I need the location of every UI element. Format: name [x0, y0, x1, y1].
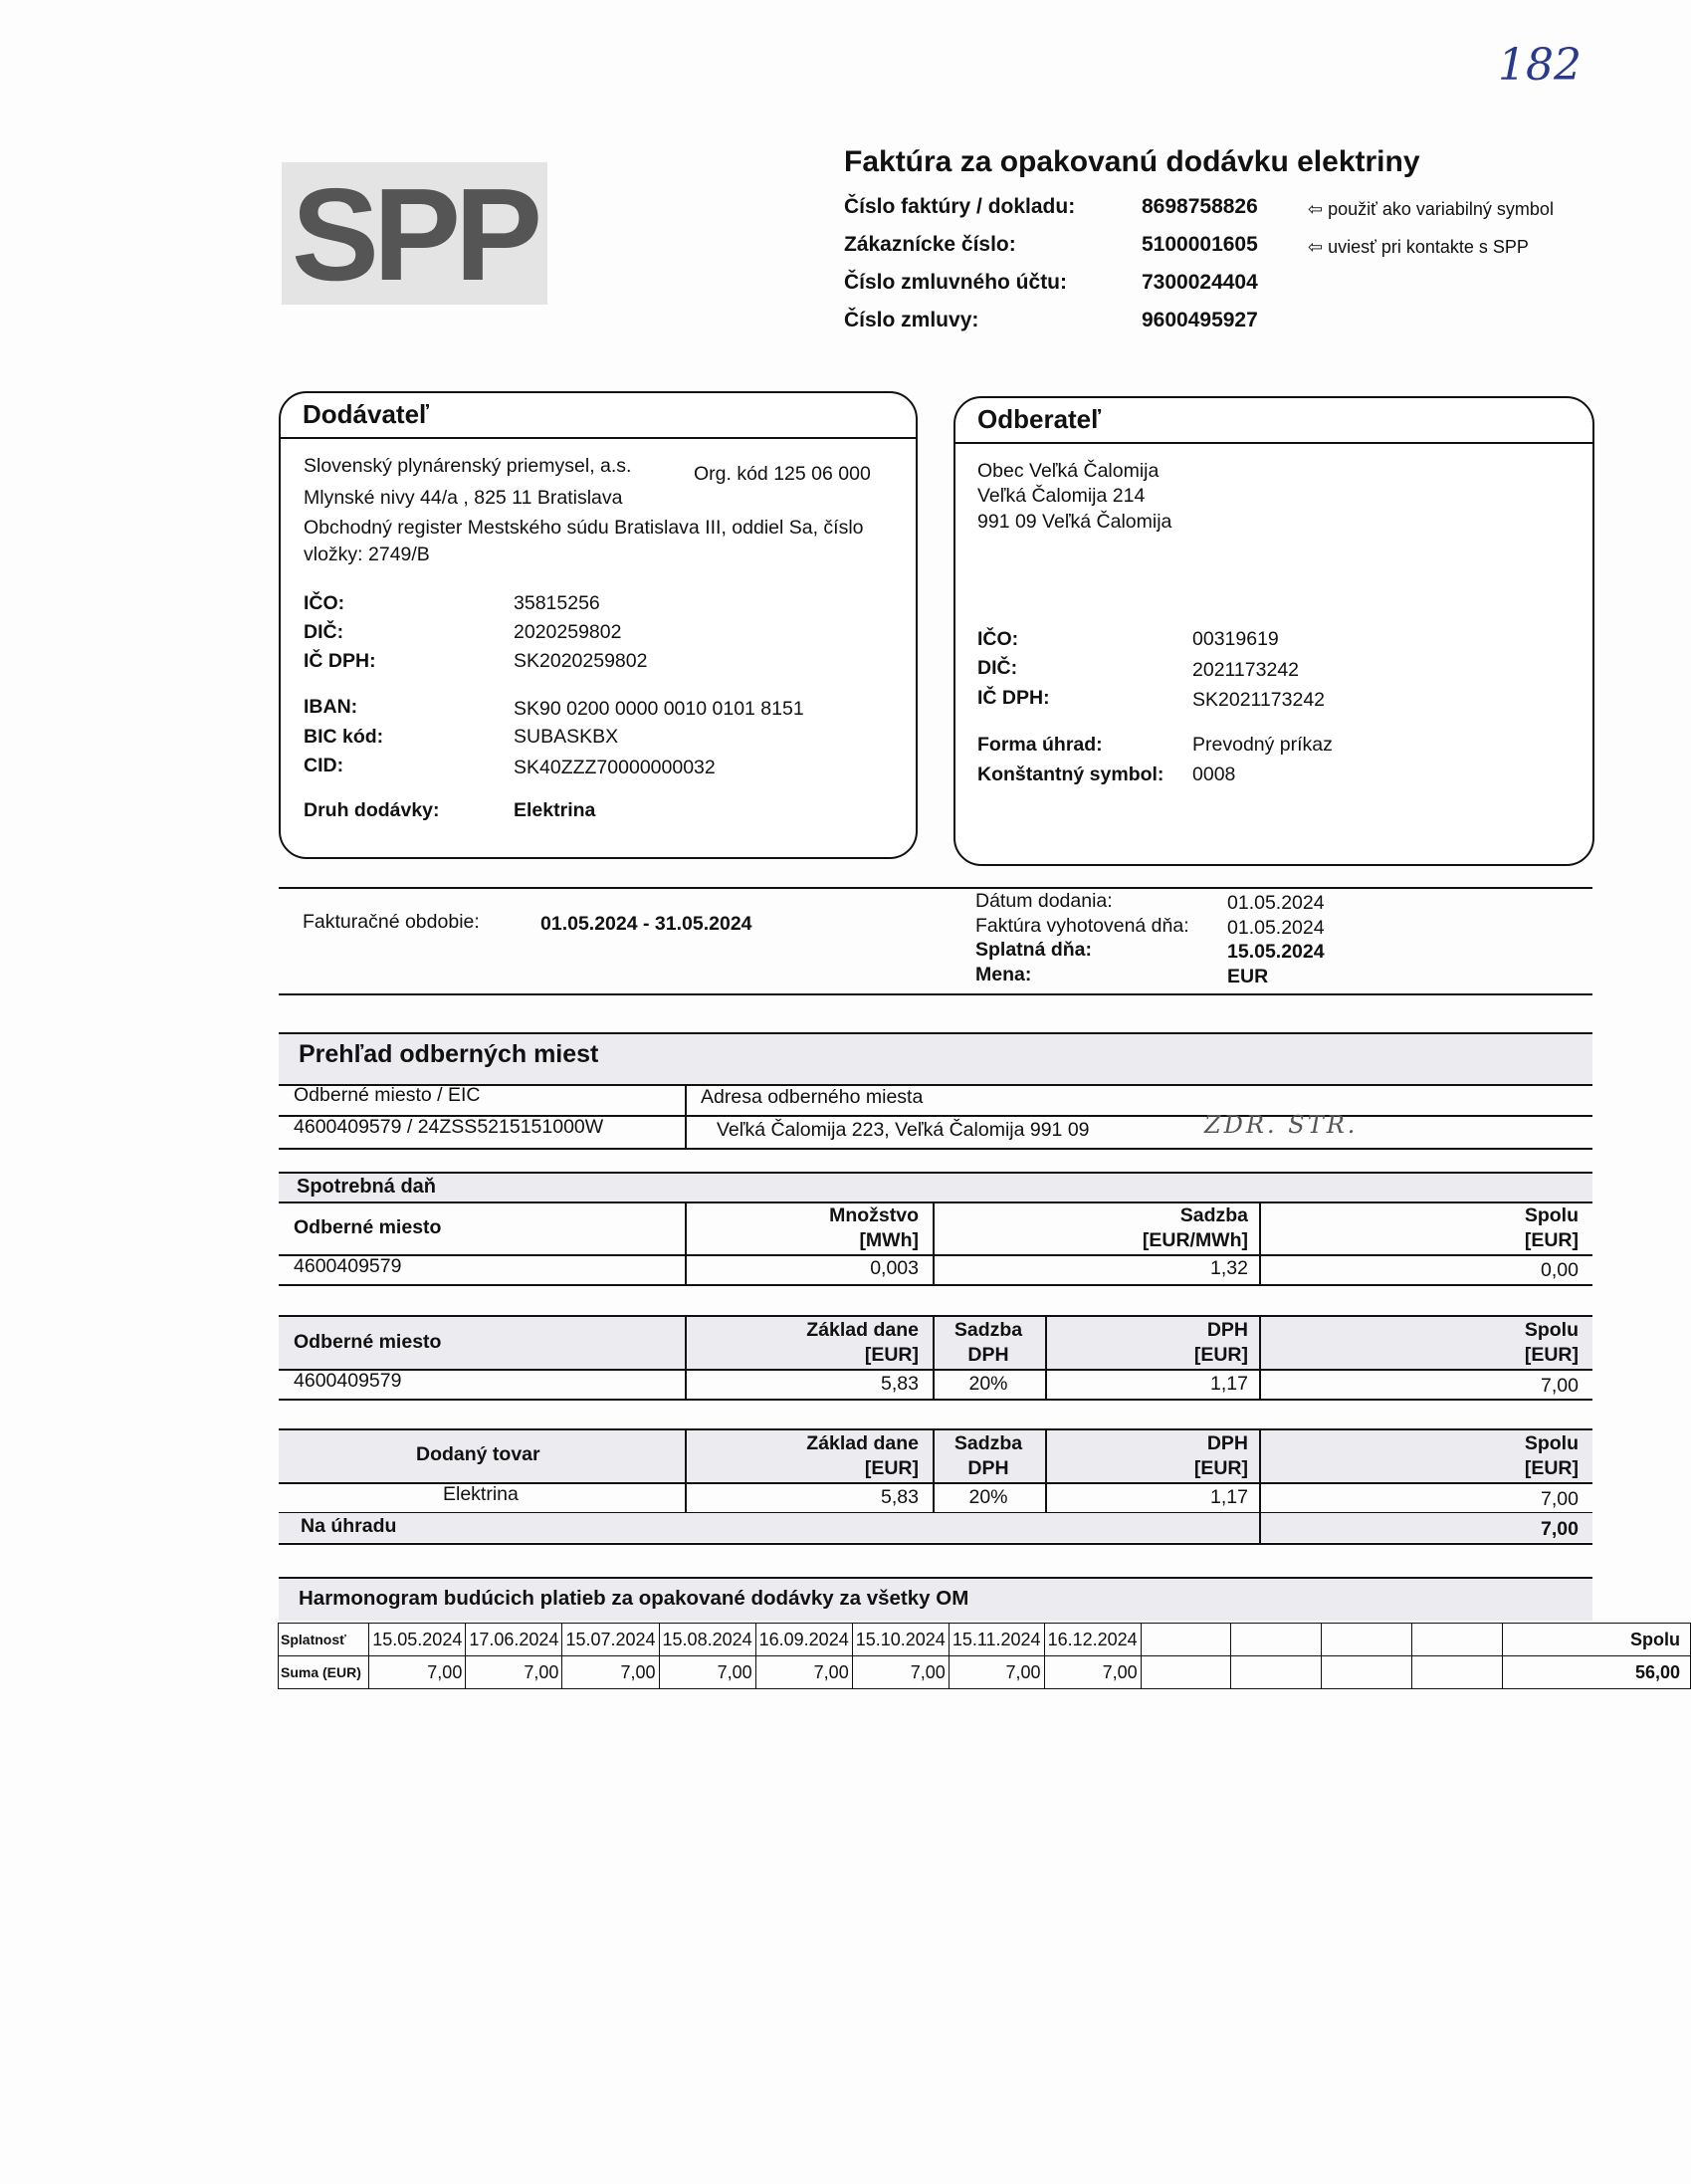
excise-col-qty-1: Množstvo	[829, 1204, 919, 1226]
logo-text: SPP	[291, 162, 537, 305]
billing-period-label: Fakturačné obdobie:	[303, 911, 480, 933]
goods-col-rate-2: DPH	[967, 1457, 1009, 1479]
excise-col-rate-2: [EUR/MWh]	[1142, 1229, 1248, 1251]
vat-rate-value: 20%	[968, 1373, 1008, 1395]
invoice-number-label: Číslo faktúry / dokladu:	[844, 195, 1076, 218]
schedule-amount: 7,00	[949, 1656, 1044, 1689]
handwritten-annotation: ZDR. STR.	[1204, 1111, 1359, 1139]
schedule-empty-cell	[1141, 1656, 1231, 1689]
supplier-cid-label: CID:	[304, 755, 344, 776]
excise-top-rule	[279, 1172, 1592, 1174]
schedule-amount: 7,00	[659, 1656, 755, 1689]
schedule-amount: 7,00	[466, 1656, 562, 1689]
supplier-address: Mlynské nivy 44/a , 825 11 Bratislava	[304, 487, 623, 509]
schedule-amount: 7,00	[562, 1656, 659, 1689]
goods-col-base-1: Základ dane	[806, 1432, 919, 1454]
customer-dic-value: 2021173242	[1192, 659, 1300, 681]
supplier-icdph-label: IČ DPH:	[304, 650, 376, 672]
goods-col-total-1: Spolu	[1524, 1432, 1579, 1454]
points-heading: Prehľad odberných miest	[299, 1040, 599, 1068]
excise-col-total	[1264, 1203, 1579, 1253]
excise-col-total-2: [EUR]	[1524, 1229, 1579, 1251]
schedule-empty-cell	[1412, 1624, 1503, 1656]
excise-point-value: 4600409579	[294, 1255, 402, 1277]
schedule-top-rule	[279, 1577, 1592, 1579]
vat-col-vat-2: [EUR]	[1193, 1344, 1248, 1366]
customer-city: 991 09 Veľká Čalomija	[977, 511, 1172, 533]
customer-ico-value: 00319619	[1192, 628, 1279, 650]
schedule-amounts-row	[279, 1656, 1691, 1689]
goods-div-4	[1259, 1428, 1261, 1543]
schedule-date: 15.08.2024	[659, 1624, 755, 1656]
vat-div-2	[933, 1315, 935, 1399]
vat-rule-1	[279, 1369, 1592, 1371]
supplier-bic-label: BIC kód:	[304, 726, 384, 748]
customer-name: Obec Veľká Čalomija	[977, 460, 1160, 482]
schedule-empty-cell	[1141, 1624, 1231, 1656]
vat-col-rate-2: DPH	[967, 1344, 1009, 1366]
goods-div-1	[685, 1428, 687, 1512]
billing-top-rule	[279, 887, 1592, 889]
contact-note: ⇦ uviesť pri kontakte s SPP	[1308, 237, 1529, 257]
goods-col-total-2: [EUR]	[1524, 1457, 1579, 1479]
supplier-iban-label: IBAN:	[304, 696, 358, 718]
issue-date-value: 01.05.2024	[1227, 917, 1325, 939]
billing-bottom-rule	[279, 993, 1592, 995]
customer-street: Veľká Čalomija 214	[977, 485, 1146, 507]
currency-value: EUR	[1227, 966, 1269, 987]
contract-number-value: 9600495927	[1142, 309, 1258, 331]
supplier-box	[279, 391, 918, 859]
schedule-dates-row	[279, 1624, 1691, 1656]
constant-symbol-value: 0008	[1192, 764, 1236, 785]
vat-div-4	[1259, 1315, 1261, 1399]
delivery-date-value: 01.05.2024	[1227, 892, 1325, 914]
pay-label: Na úhradu	[301, 1515, 397, 1537]
points-col-address: Adresa odberného miesta	[701, 1086, 924, 1108]
spp-logo	[282, 162, 547, 305]
vat-col-total-1: Spolu	[1524, 1319, 1579, 1341]
payment-form-value: Prevodný príkaz	[1192, 734, 1333, 756]
vat-col-base-2: [EUR]	[864, 1344, 919, 1366]
vat-col-vat-1: DPH	[1206, 1319, 1248, 1341]
goods-div-3	[1045, 1428, 1047, 1512]
supplier-ico-label: IČO:	[304, 592, 345, 614]
supplier-register-2: vložky: 2749/B	[304, 544, 430, 565]
excise-rate-value: 1,32	[1210, 1257, 1248, 1279]
goods-col-vat-2: [EUR]	[1193, 1457, 1248, 1479]
vat-col-rate	[933, 1318, 1044, 1368]
supplier-dic-label: DIČ:	[304, 621, 344, 643]
goods-col-rate	[933, 1431, 1044, 1481]
invoice-title: Faktúra za opakovanú dodávku elektriny	[844, 145, 1420, 178]
schedule-empty-cell	[1231, 1624, 1322, 1656]
excise-div-2	[933, 1201, 935, 1284]
schedule-total-label: Spolu	[1502, 1624, 1690, 1656]
excise-div-3	[1259, 1201, 1261, 1284]
issue-date-label: Faktúra vyhotovená dňa:	[975, 915, 1189, 937]
excise-total-value: 0,00	[1541, 1259, 1579, 1281]
schedule-due-label: Splatnosť	[279, 1624, 369, 1656]
customer-box	[953, 396, 1594, 866]
schedule-empty-cell	[1322, 1624, 1412, 1656]
vat-point-value: 4600409579	[294, 1370, 402, 1392]
excise-col-point: Odberné miesto	[294, 1216, 442, 1238]
account-number-value: 7300024404	[1142, 271, 1258, 294]
schedule-amount-label: Suma (EUR)	[279, 1656, 369, 1689]
schedule-date: 15.11.2024	[949, 1624, 1044, 1656]
supplier-bic-value: SUBASKBX	[514, 726, 619, 748]
schedule-empty-cell	[1412, 1656, 1503, 1689]
points-top-rule	[279, 1032, 1592, 1034]
supplier-register-1: Obchodný register Mestského súdu Bratislava III, oddiel Sa, číslo	[304, 517, 864, 539]
due-date-value: 15.05.2024	[1227, 941, 1325, 963]
goods-col-total	[1264, 1431, 1579, 1481]
schedule-date: 15.07.2024	[562, 1624, 659, 1656]
goods-item-value: Elektrina	[443, 1483, 519, 1505]
supplier-ico-value: 35815256	[514, 592, 600, 614]
supplier-cid-value: SK40ZZZ70000000032	[514, 757, 716, 778]
vat-div-1	[685, 1315, 687, 1399]
pay-total: 7,00	[1541, 1518, 1579, 1540]
vat-top-rule	[279, 1315, 1592, 1317]
vat-col-total-2: [EUR]	[1524, 1344, 1579, 1366]
schedule-date: 17.06.2024	[466, 1624, 562, 1656]
contract-number-label: Číslo zmluvy:	[844, 309, 979, 331]
points-col-divider	[685, 1084, 687, 1148]
excise-col-qty-2: [MWh]	[859, 1229, 919, 1251]
account-number-label: Číslo zmluvného účtu:	[844, 271, 1068, 294]
points-col-eic: Odberné miesto / EIC	[294, 1084, 481, 1106]
vat-col-rate-1: Sadzba	[953, 1319, 1023, 1341]
currency-label: Mena:	[975, 964, 1032, 985]
schedule-total-value: 56,00	[1502, 1656, 1690, 1689]
vat-total-value: 7,00	[1541, 1375, 1579, 1397]
schedule-empty-cell	[1322, 1656, 1412, 1689]
points-rule-3	[279, 1148, 1592, 1150]
excise-rule-2	[279, 1254, 1592, 1256]
due-date-label: Splatná dňa:	[975, 939, 1093, 961]
supplier-icdph-value: SK2020259802	[514, 650, 648, 672]
excise-div-1	[685, 1201, 687, 1284]
supply-type-value: Elektrina	[514, 799, 596, 821]
schedule-amount: 7,00	[369, 1656, 466, 1689]
vat-div-3	[1045, 1315, 1047, 1399]
vat-col-base	[687, 1318, 919, 1368]
customer-icdph-label: IČ DPH:	[977, 687, 1050, 709]
page-number: 182	[1498, 40, 1582, 91]
excise-bottom-rule	[279, 1284, 1592, 1286]
goods-top-rule	[279, 1428, 1592, 1430]
goods-rate-value: 20%	[968, 1486, 1008, 1508]
vat-base-value: 5,83	[881, 1373, 919, 1395]
customer-dic-label: DIČ:	[977, 657, 1018, 679]
schedule-date: 15.10.2024	[852, 1624, 949, 1656]
vat-col-total	[1264, 1318, 1579, 1368]
vat-col-base-1: Základ dane	[806, 1319, 919, 1341]
customer-icdph-value: SK2021173242	[1192, 689, 1326, 711]
invoice-number-value: 8698758826	[1142, 195, 1258, 218]
schedule-table	[278, 1623, 1691, 1689]
goods-col-item: Dodaný tovar	[416, 1443, 540, 1465]
schedule-amount: 7,00	[755, 1656, 852, 1689]
goods-vat-value: 1,17	[1210, 1486, 1248, 1508]
points-address-value: Veľká Čalomija 223, Veľká Čalomija 991 09	[717, 1119, 1090, 1141]
schedule-date: 16.12.2024	[1044, 1624, 1141, 1656]
goods-base-value: 5,83	[881, 1486, 919, 1508]
schedule-amount: 7,00	[1044, 1656, 1141, 1689]
schedule-heading: Harmonogram budúcich platieb za opakované dodávky za všetky OM	[299, 1587, 969, 1610]
supplier-box-header	[281, 393, 916, 439]
delivery-date-label: Dátum dodania:	[975, 890, 1113, 912]
customer-number-value: 5100001605	[1142, 233, 1258, 256]
goods-col-base	[687, 1431, 919, 1481]
schedule-date: 16.09.2024	[755, 1624, 852, 1656]
supply-type-label: Druh dodávky:	[304, 799, 440, 821]
goods-bottom-rule	[279, 1543, 1592, 1545]
excise-col-qty	[687, 1203, 919, 1253]
customer-number-label: Zákaznícke číslo:	[844, 233, 1016, 256]
goods-col-rate-1: Sadzba	[953, 1432, 1023, 1454]
payment-form-label: Forma úhrad:	[977, 734, 1103, 756]
supplier-iban-value: SK90 0200 0000 0010 0101 8151	[514, 698, 804, 720]
constant-symbol-label: Konštantný symbol:	[977, 764, 1164, 785]
goods-col-vat-1: DPH	[1206, 1432, 1248, 1454]
vat-bottom-rule	[279, 1399, 1592, 1401]
vat-col-point: Odberné miesto	[294, 1331, 442, 1353]
goods-col-vat	[1045, 1431, 1248, 1481]
supplier-org-code: Org. kód 125 06 000	[694, 463, 871, 485]
excise-col-rate	[936, 1203, 1248, 1253]
customer-box-header	[955, 398, 1592, 444]
goods-div-2	[933, 1428, 935, 1512]
vat-col-vat	[1045, 1318, 1248, 1368]
schedule-empty-cell	[1231, 1656, 1322, 1689]
billing-period-value: 01.05.2024 - 31.05.2024	[540, 913, 752, 935]
excise-heading-band	[279, 1172, 1592, 1201]
vat-vat-value: 1,17	[1210, 1373, 1248, 1395]
schedule-amount: 7,00	[852, 1656, 949, 1689]
excise-qty-value: 0,003	[870, 1257, 919, 1279]
customer-ico-label: IČO:	[977, 628, 1019, 650]
goods-col-base-2: [EUR]	[864, 1457, 919, 1479]
variable-symbol-note: ⇦ použiť ako variabilný symbol	[1308, 199, 1554, 219]
customer-heading: Odberateľ	[977, 404, 1102, 434]
excise-col-rate-1: Sadzba	[1179, 1204, 1248, 1226]
supplier-name: Slovenský plynárenský priemysel, a.s.	[304, 455, 632, 477]
supplier-heading: Dodávateľ	[303, 399, 430, 429]
goods-total-value: 7,00	[1541, 1488, 1579, 1510]
points-eic-value: 4600409579 / 24ZSS5215151000W	[294, 1116, 604, 1138]
excise-col-total-1: Spolu	[1524, 1204, 1579, 1226]
excise-heading: Spotrebná daň	[297, 1176, 437, 1198]
supplier-dic-value: 2020259802	[514, 621, 622, 643]
schedule-date: 15.05.2024	[369, 1624, 466, 1656]
